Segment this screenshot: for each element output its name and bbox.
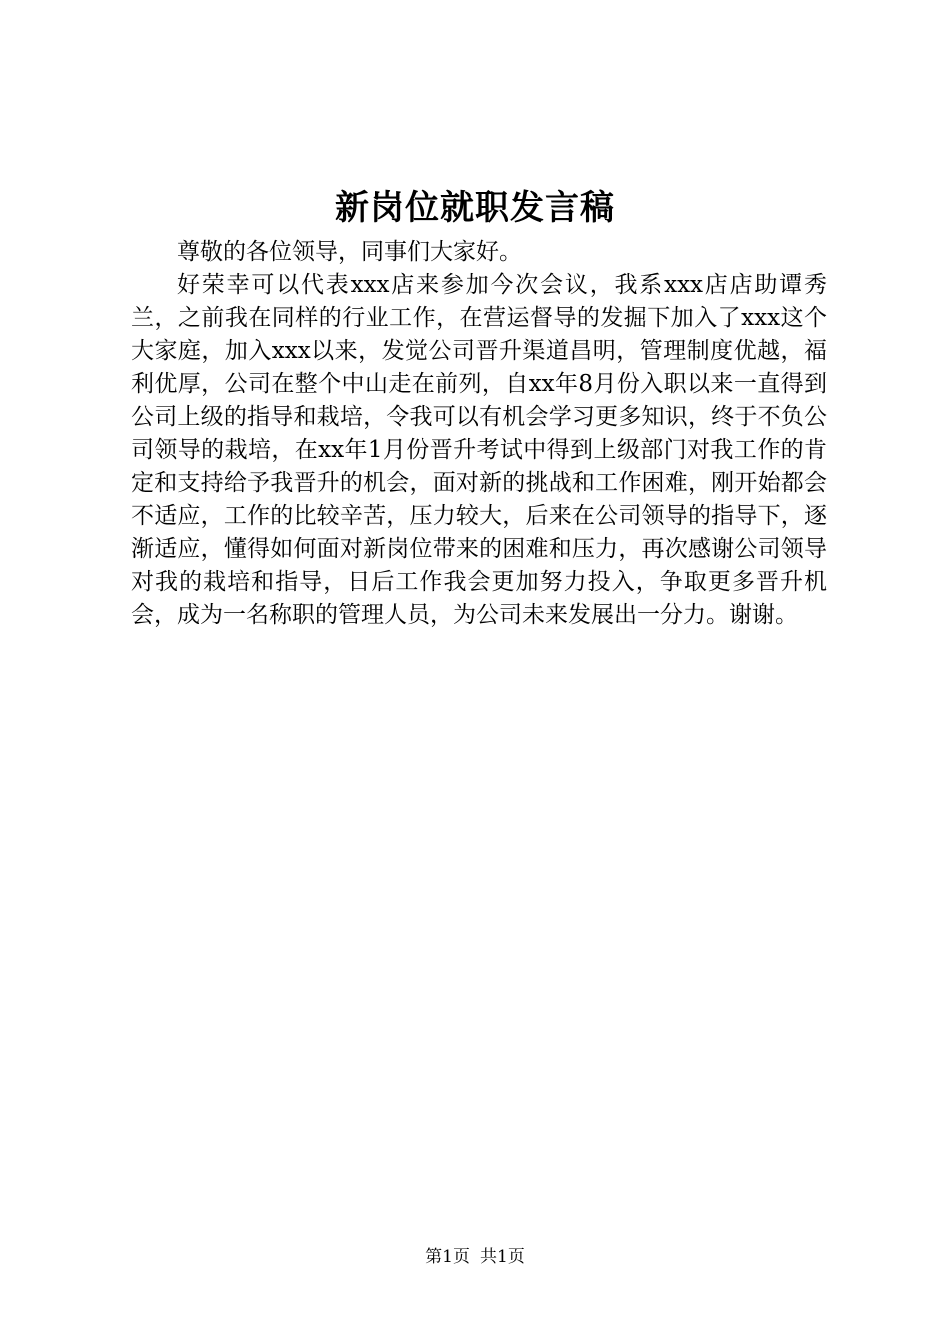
- page-number: 第1页: [425, 1247, 470, 1267]
- document-title: 新岗位就职发言稿: [335, 188, 615, 228]
- page-total: 共1页: [480, 1247, 525, 1267]
- greeting-paragraph: 尊敬的各位领导，同事们大家好。: [177, 239, 522, 265]
- speech-paragraph: 好荣幸可以代表xxx店来参加今次会议，我系xxx店店助谭秀兰，之前我在同样的行业工作，在营运督导的发掘下加入了xxx这个大家庭，加入xxx以来，发觉公司晋升渠道昌明，管理制度优越，福利优厚，公司在整个中山走在前列，自xx年8月份入职以来一直得到公司上级的指导和栽培，令我可以有机会学习更多知识，终于不负公司领导的栽培，在xx年1月份晋升考试中得到上级部门对我工作的肯定和支持给予我晋升的机会，面对新的挑战和工作困难，刚开始都会不适应，工作的比较辛苦，压力较大，后来在公司领导的指导下，逐渐适应，懂得如何面对新岗位带来的困难和压力，再次感谢公司领导对我的栽培和指导，日后工作我会更加努力投入，争取更多晋升机会，成为一名称职的管理人员，为公司未来发展出一分力。谢谢。: [131, 272, 827, 628]
- page-footer: [0, 1245, 950, 1269]
- document-body: [131, 236, 827, 632]
